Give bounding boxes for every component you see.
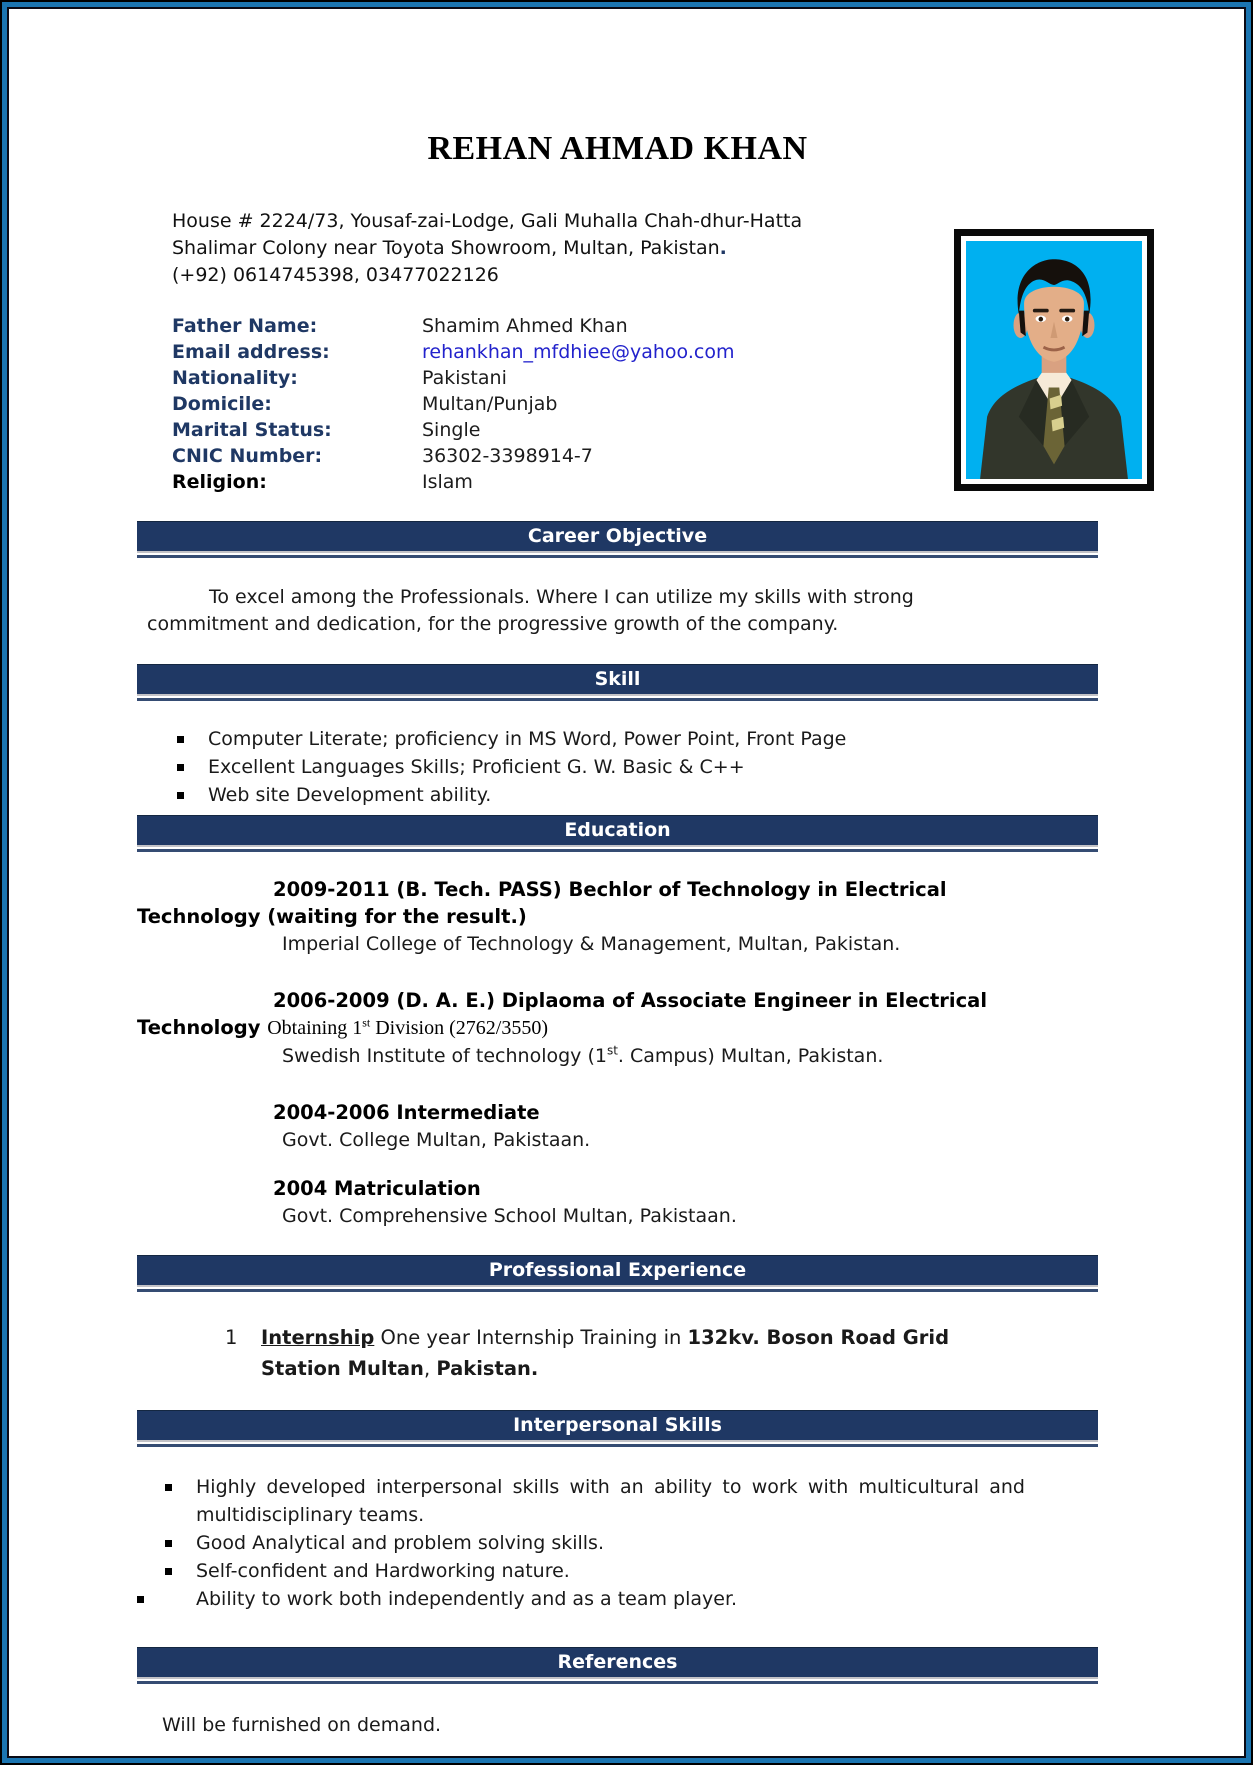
skill-item-text: Excellent Languages Skills; Proficient G. W. Basic & C++: [208, 756, 745, 778]
square-bullet-icon: [165, 1540, 172, 1547]
education-degree: 2009-2011 (B. Tech. PASS) Bechlor of Technology in Electrical Technology (waiting for the result.): [137, 878, 947, 928]
education-division-note: Obtaining 1st Division (2762/3550): [267, 1015, 548, 1039]
section-header-education: Education: [137, 815, 1098, 845]
section-underline: [137, 555, 1098, 558]
address-block: [172, 208, 832, 289]
info-value: Islam: [422, 471, 473, 493]
list-item: [177, 781, 1098, 809]
references-text: Will be furnished on demand.: [162, 1714, 442, 1736]
square-bullet-icon: [137, 1596, 144, 1603]
education-degree: 2006-2009 (D. A. E.) Diplaoma of Associate Engineer in Electrical Technology Obtaining 1st Division (2762/3550): [137, 989, 987, 1039]
address-line-2: Shalimar Colony near Toyota Showroom, Multan, Pakistan.: [172, 237, 727, 259]
list-item: [165, 1473, 1025, 1529]
square-bullet-icon: [177, 764, 184, 771]
info-value: Shamim Ahmed Khan: [422, 315, 628, 337]
list-item: [177, 725, 1098, 753]
skill-list: [137, 725, 1098, 809]
education-school: Swedish Institute of technology (1st. Campus) Multan, Pakistan.: [282, 1043, 884, 1067]
section-underline: [137, 1444, 1098, 1447]
list-item: [177, 753, 1098, 781]
section-header-interpersonal-skills: Interpersonal Skills: [137, 1410, 1098, 1440]
education-entry: [137, 1099, 1057, 1153]
info-label: Marital Status:: [172, 419, 332, 441]
list-item: [137, 1585, 997, 1613]
education-school: Govt. College Multan, Pakistaan.: [282, 1129, 591, 1151]
email-link[interactable]: rehankhan_mfdhiee@yahoo.com: [422, 341, 735, 363]
phone-line: (+92) 0614745398, 03477022126: [172, 264, 499, 286]
info-label: Email address:: [172, 341, 330, 363]
address-period: .: [719, 237, 727, 259]
info-value: Single: [422, 419, 481, 441]
address-line-1: House # 2224/73, Yousaf-zai-Lodge, Gali Muhalla Chah-dhur-Hatta: [172, 210, 803, 232]
experience-item: [225, 1322, 1015, 1384]
info-label: Father Name:: [172, 315, 318, 337]
education-degree: 2004 Matriculation: [273, 1177, 481, 1200]
profile-photo-image: [966, 241, 1142, 479]
square-bullet-icon: [165, 1568, 172, 1575]
interpersonal-list: [137, 1473, 1098, 1613]
experience-row: [225, 1322, 1015, 1384]
section-header-career-objective: Career Objective: [137, 521, 1098, 551]
info-label: Nationality:: [172, 367, 298, 389]
info-label: CNIC Number:: [172, 445, 323, 467]
interpersonal-item-text: Ability to work both independently and as a team player.: [196, 1588, 738, 1610]
section-underline: [137, 1289, 1098, 1292]
list-item: [165, 1557, 1025, 1585]
interpersonal-item-text: Good Analytical and problem solving skills.: [196, 1532, 604, 1554]
square-bullet-icon: [177, 792, 184, 799]
info-label: Domicile:: [172, 393, 272, 415]
skill-item-text: Computer Literate; proficiency in MS Word, Power Point, Front Page: [208, 728, 847, 750]
experience-number: 1: [225, 1326, 238, 1349]
education-entry: [137, 876, 1057, 957]
education-school: Imperial College of Technology & Management, Multan, Pakistan.: [282, 933, 901, 955]
experience-text: Internship One year Internship Training in 132kv. Boson Road Grid Station Multan, Pakistan.: [261, 1326, 950, 1380]
education-degree: 2004-2006 Intermediate: [273, 1101, 540, 1124]
education-entry: [137, 1175, 1057, 1229]
info-value: Multan/Punjab: [422, 393, 558, 415]
career-objective-text: To excel among the Professionals. Where I can utilize my skills with strong commitment and dedication, for the progressive growth of the company.: [147, 586, 914, 635]
square-bullet-icon: [165, 1484, 172, 1491]
info-value: 36302-3398914-7: [422, 445, 593, 467]
skill-item-text: Web site Development ability.: [208, 784, 492, 806]
section-underline: [137, 849, 1098, 852]
info-label: Religion:: [172, 471, 267, 493]
profile-photo: [954, 229, 1154, 491]
section-underline: [137, 1681, 1098, 1684]
section-header-professional-experience: Professional Experience: [137, 1255, 1098, 1285]
info-value: Pakistani: [422, 367, 507, 389]
experience-title: Internship: [261, 1326, 375, 1349]
profile-photo-inner-frame: [961, 236, 1147, 484]
education-school: Govt. Comprehensive School Multan, Pakistaan.: [282, 1205, 737, 1227]
interpersonal-item-text: Self-confident and Hardworking nature.: [196, 1560, 570, 1582]
page-title: REHAN AHMAD KHAN: [427, 130, 808, 167]
section-header-references: References: [137, 1647, 1098, 1677]
interpersonal-item-text: Highly developed interpersonal skills with an ability to work with multicultural and multidisciplinary teams.: [196, 1476, 1025, 1526]
square-bullet-icon: [177, 736, 184, 743]
section-underline: [137, 698, 1098, 701]
section-header-skill: Skill: [137, 664, 1098, 694]
list-item: [165, 1529, 1025, 1557]
education-entry: [137, 987, 1057, 1069]
